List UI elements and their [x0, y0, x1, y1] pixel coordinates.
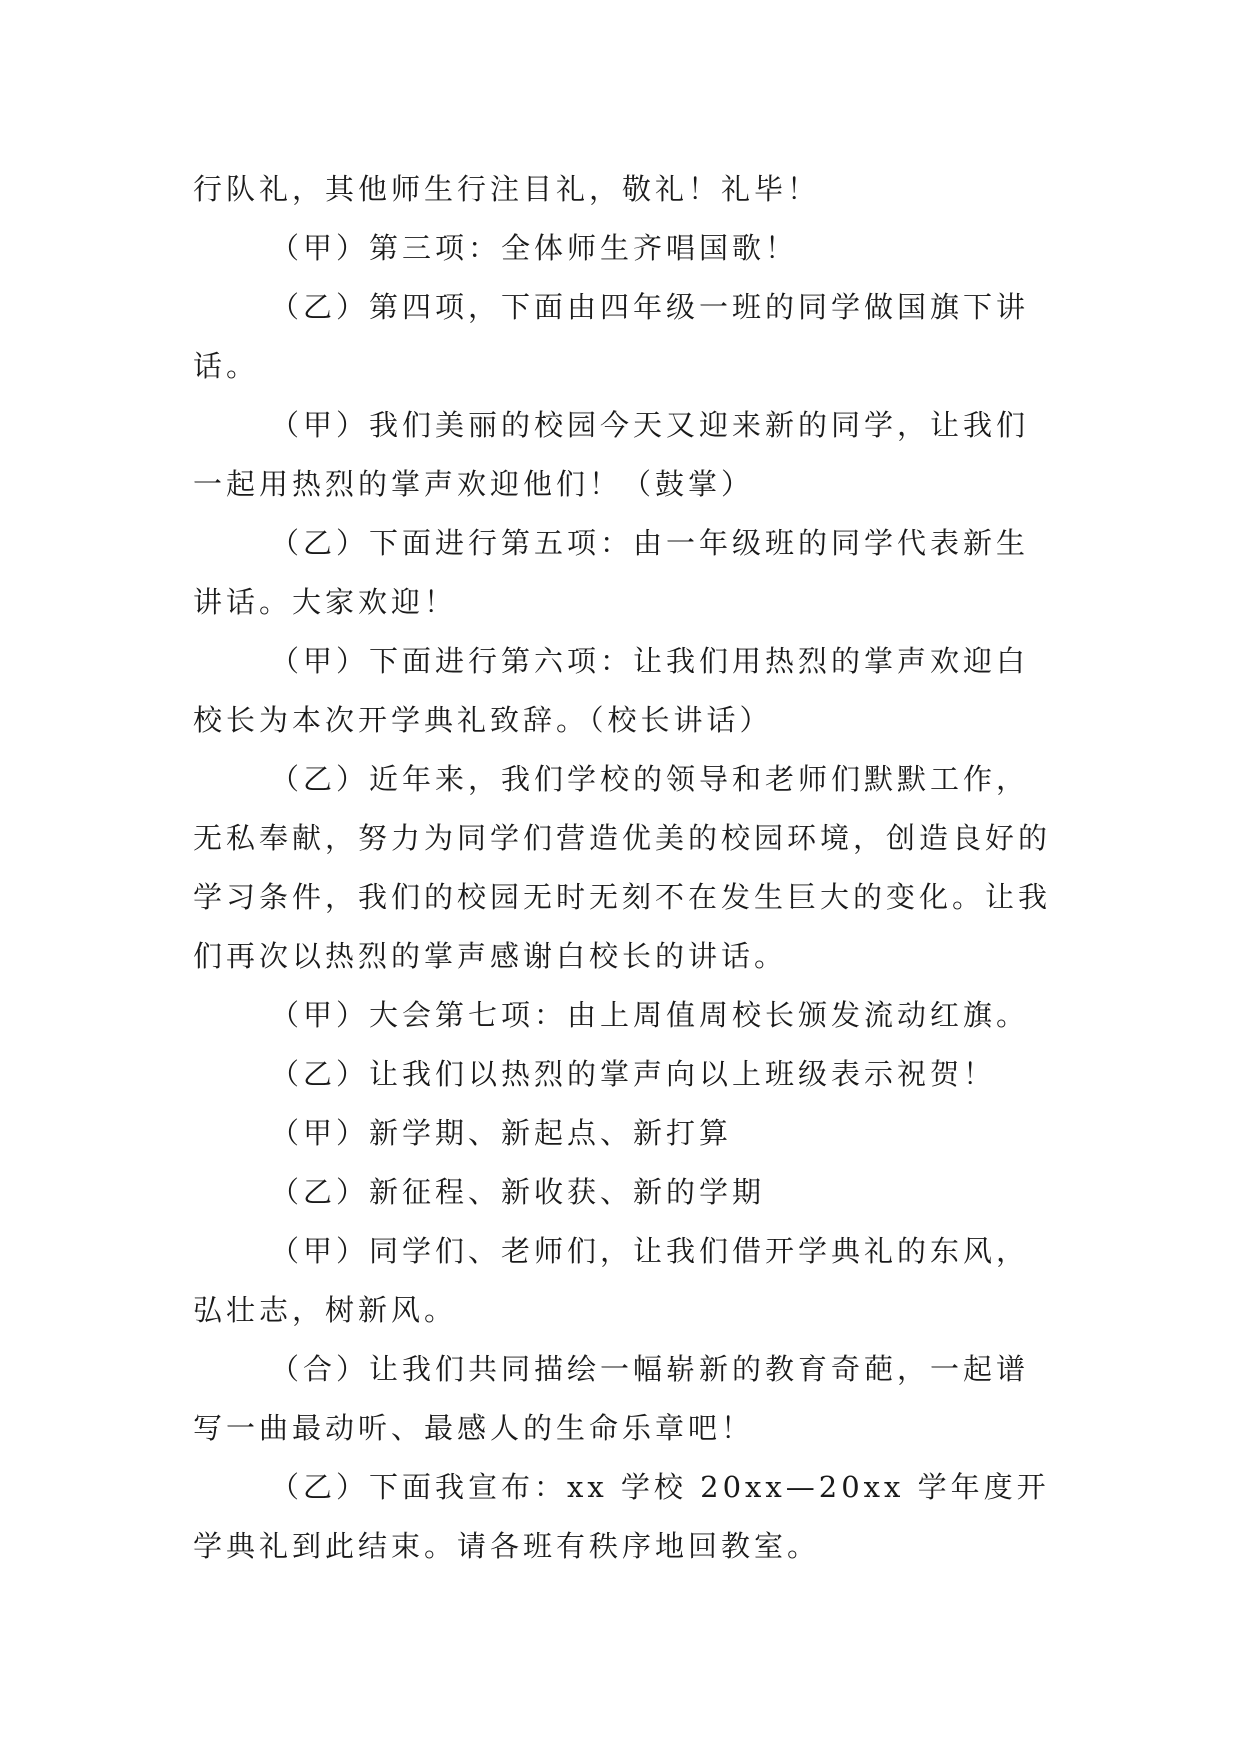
paragraph-11: （乙）新征程、新收获、新的学期: [270, 1175, 766, 1209]
paragraph-8: （甲）大会第七项：由上周值周校长颁发流动红旗。: [270, 998, 1030, 1032]
paragraph-5: （乙）下面进行第五项：由一年级班的同学代表新生讲话。大家欢迎！: [193, 526, 1030, 619]
paragraph-10: （甲）新学期、新起点、新打算: [270, 1116, 733, 1150]
paragraph-12: （甲）同学们、老师们，让我们借开学典礼的东风，弘壮志，树新风。: [193, 1234, 1030, 1327]
paragraph-14: （乙）下面我宣布：xx 学校 20xx—20xx 学年度开学典礼到此结束。请各班有秩序地回教室。: [193, 1470, 1050, 1563]
paragraph-7: （乙）近年来，我们学校的领导和老师们默默工作，无私奉献，努力为同学们营造优美的校园环境，创造良好的学习条件，我们的校园无时无刻不在发生巨大的变化。让我们再次以热烈的掌声感谢白校长的讲话。: [193, 762, 1052, 973]
paragraph-2: （甲）第三项：全体师生齐唱国歌！: [270, 231, 799, 265]
document-body: [193, 160, 1053, 1576]
paragraph-13: （合）让我们共同描绘一幅崭新的教育奇葩，一起谱写一曲最动听、最感人的生命乐章吧！: [193, 1352, 1030, 1445]
paragraph-6: （甲）下面进行第六项：让我们用热烈的掌声欢迎白校长为本次开学典礼致辞。（校长讲话）: [193, 644, 1030, 737]
paragraph-1: 行队礼，其他师生行注目礼，敬礼！礼毕！: [193, 172, 821, 206]
paragraph-3: （乙）第四项，下面由四年级一班的同学做国旗下讲话。: [193, 290, 1030, 383]
paragraph-4: （甲）我们美丽的校园今天又迎来新的同学，让我们一起用热烈的掌声欢迎他们！（鼓掌）: [193, 408, 1030, 501]
paragraph-9: （乙）让我们以热烈的掌声向以上班级表示祝贺！: [270, 1057, 997, 1091]
